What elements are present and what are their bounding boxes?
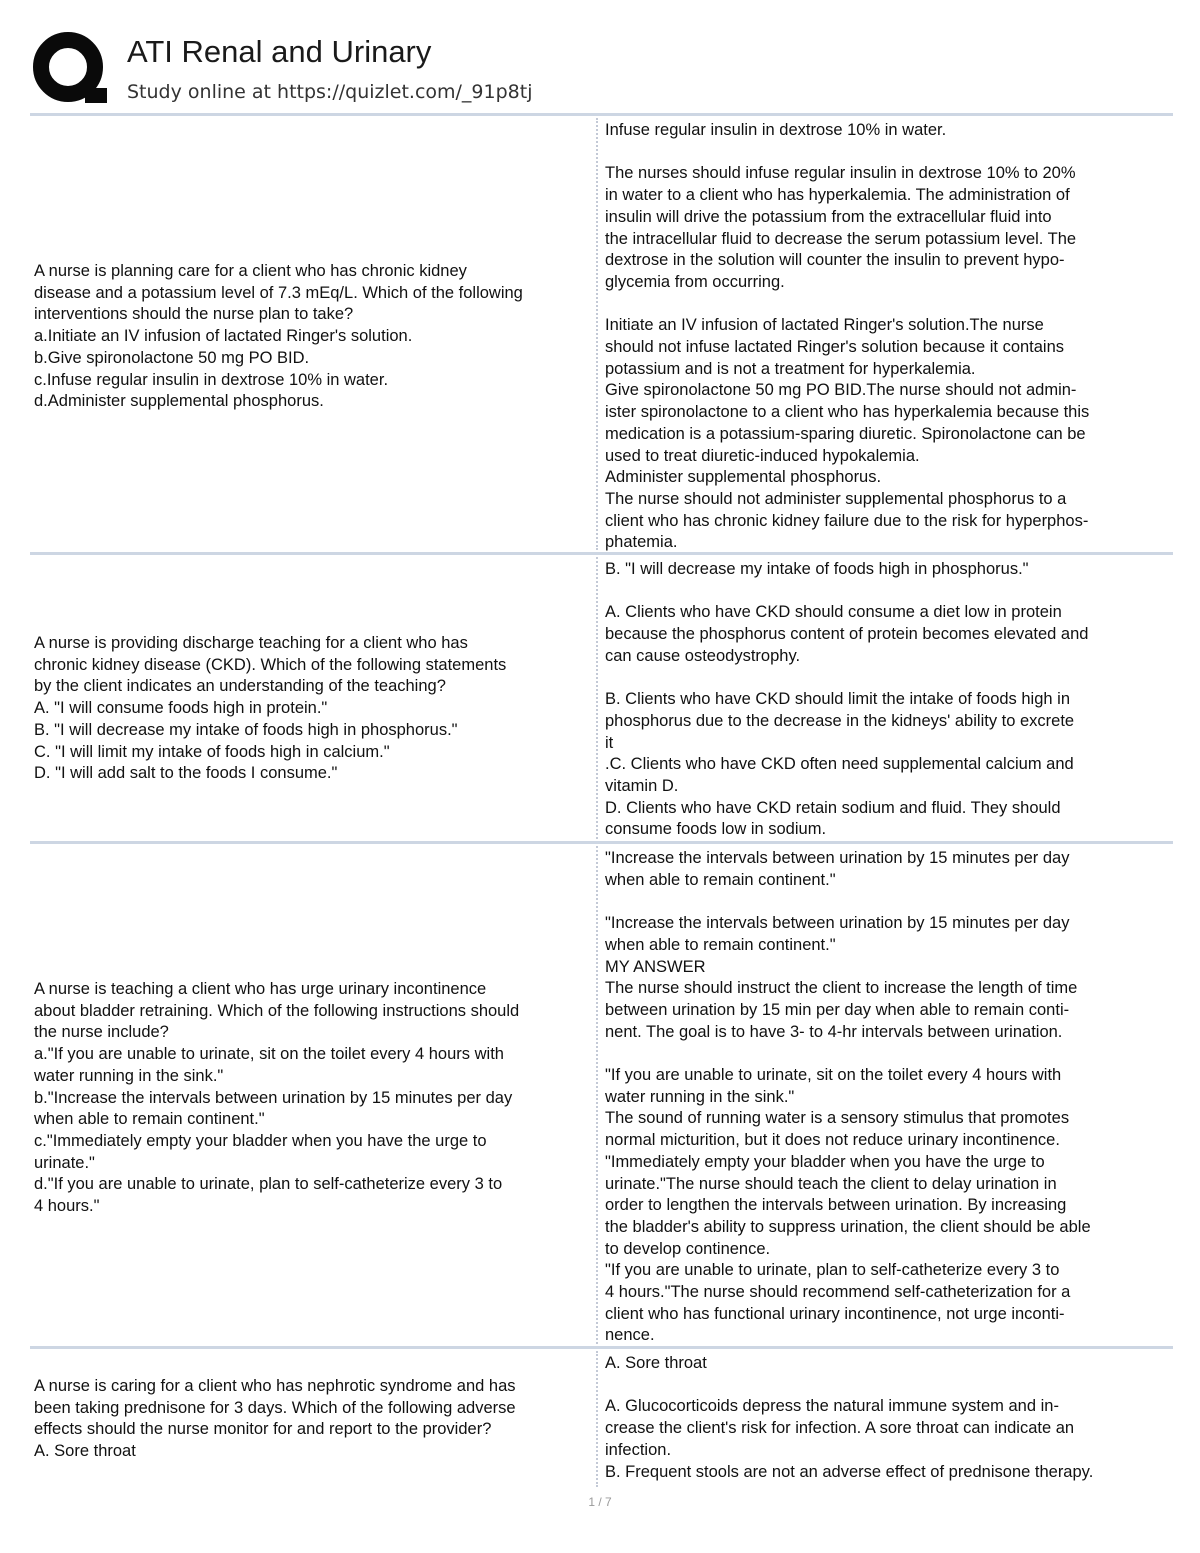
page-title: ATI Renal and Urinary [127,34,432,69]
quizlet-logo-icon [30,28,110,108]
column-divider [596,1351,598,1487]
page-header [30,28,1170,108]
column-divider [596,118,598,550]
study-online-link[interactable]: Study online at https://quizlet.com/_91p8tj [127,81,533,103]
card-term: A nurse is providing discharge teaching for a client who has chronic kidney disease (CKD). Which of the following statements by the client indicates an understanding of the teaching? A. "I will consume foods high in protein." B. "I will decrease my intake of foods high in phosphorus." C. "I will limit my intake of foods high in calcium." D. "I will add salt to the foods I consume." [34,634,507,783]
column-divider [596,846,598,1344]
card-term: A nurse is teaching a client who has urge urinary incontinence about bladder retraining. Which of the following instructions should the nurse include? a."If you are unable to urinate, sit on the toilet every 4 hours with water running in the sink." b."Increase the intervals between urination by 15 minutes per day when able to remain continent." c."Immediately empty your bladder when you have the urge to urinate." d."If you are unable to urinate, plan to self-catheterize every 3 to 4 hours." [34,980,520,1216]
flashcard [30,841,1173,1346]
card-definition: Infuse regular insulin in dextrose 10% in water. The nurses should infuse regular insulin in dextrose 10% to 20% in water to a client who has hyperkalemia. The administration of insulin will drive the potassium from the extracellular fluid into the intracellular fluid to decrease the serum potassium level. The dextrose in the solution will counter the insulin to prevent hypo- glycemia from occurring. Initiate an IV infusion of lactated Ringer's solution.The nurse should not infuse lactated Ringer's solution because it contains potassium and is not a treatment for hyperkalemia. Give spironolactone 50 mg PO BID.The nurse should not admin- ister spironolactone to a client who has hyperkalemia because this medication is a potassium-sparing diuretic. Spironolactone can be used to treat diuretic-induced hypokalemia. Administer supplemental phosphorus. The nurse should not administer supplemental phosphorus to a client who has chronic kidney failure due to the risk for hyperphos- phatemia. [605,121,1090,552]
flashcard-list [30,113,1173,1489]
flashcard [30,113,1173,552]
card-term: A nurse is planning care for a client who has chronic kidney disease and a potassium level of 7.3 mEq/L. Which of the following interventions should the nurse plan to take? a.Initiate an IV infusion of lactated Ringer's solution. b.Give spironolactone 50 mg PO BID. c.Infuse regular insulin in dextrose 10% in water. d.Administer supplemental phosphorus. [34,262,523,411]
card-definition: "Increase the intervals between urination by 15 minutes per day when able to remain continent." "Increase the intervals between urination by 15 minutes per day when able to remain continent." MY ANSWER The nurse should instruct the client to increase the length of time between urination by 15 min per day when able to remain conti- nent. The goal is to have 3- to 4-hr intervals between urination. "If you are unable to urinate, sit on the toilet every 4 hours with water running in the sink." The sound of running water is a sensory stimulus that promotes normal micturition, but it does not reduce urinary incontinence. "Immediately empty your bladder when you have the urge to urinate."The nurse should teach the client to delay urination in order to lengthen the intervals between urination. By increasing the bladder's ability to suppress urination, the client should be able to develop continence. "If you are unable to urinate, plan to self-catheterize every 3 to 4 hours."The nurse should recommend self-catheterization for a client who has functional urinary incontinence, not urge inconti- nence. [605,849,1091,1345]
flashcard [30,552,1173,841]
card-term: A nurse is caring for a client who has nephrotic syndrome and has been taking prednisone for 3 days. Which of the following adverse effects should the nurse monitor for and report to the provider? A. Sore throat [34,1377,516,1461]
card-definition: B. "I will decrease my intake of foods high in phosphorus." A. Clients who have CKD should consume a diet low in protein because the phosphorus content of protein becomes elevated and can cause osteodystrophy. B. Clients who have CKD should limit the intake of foods high in phosphorus due to the decrease in the kidneys' ability to excrete it .C. Clients who have CKD often need supplemental calcium and vitamin D. D. Clients who have CKD retain sodium and fluid. They should consume foods low in sodium. [605,560,1089,839]
column-divider [596,557,598,839]
card-definition: A. Sore throat A. Glucocorticoids depress the natural immune system and in- crease the client's risk for infection. A sore throat can indicate an infection. B. Frequent stools are not an adverse effect of prednisone therapy. [605,1354,1094,1481]
flashcard [30,1346,1173,1489]
page-number: 1 / 7 [588,1495,612,1509]
